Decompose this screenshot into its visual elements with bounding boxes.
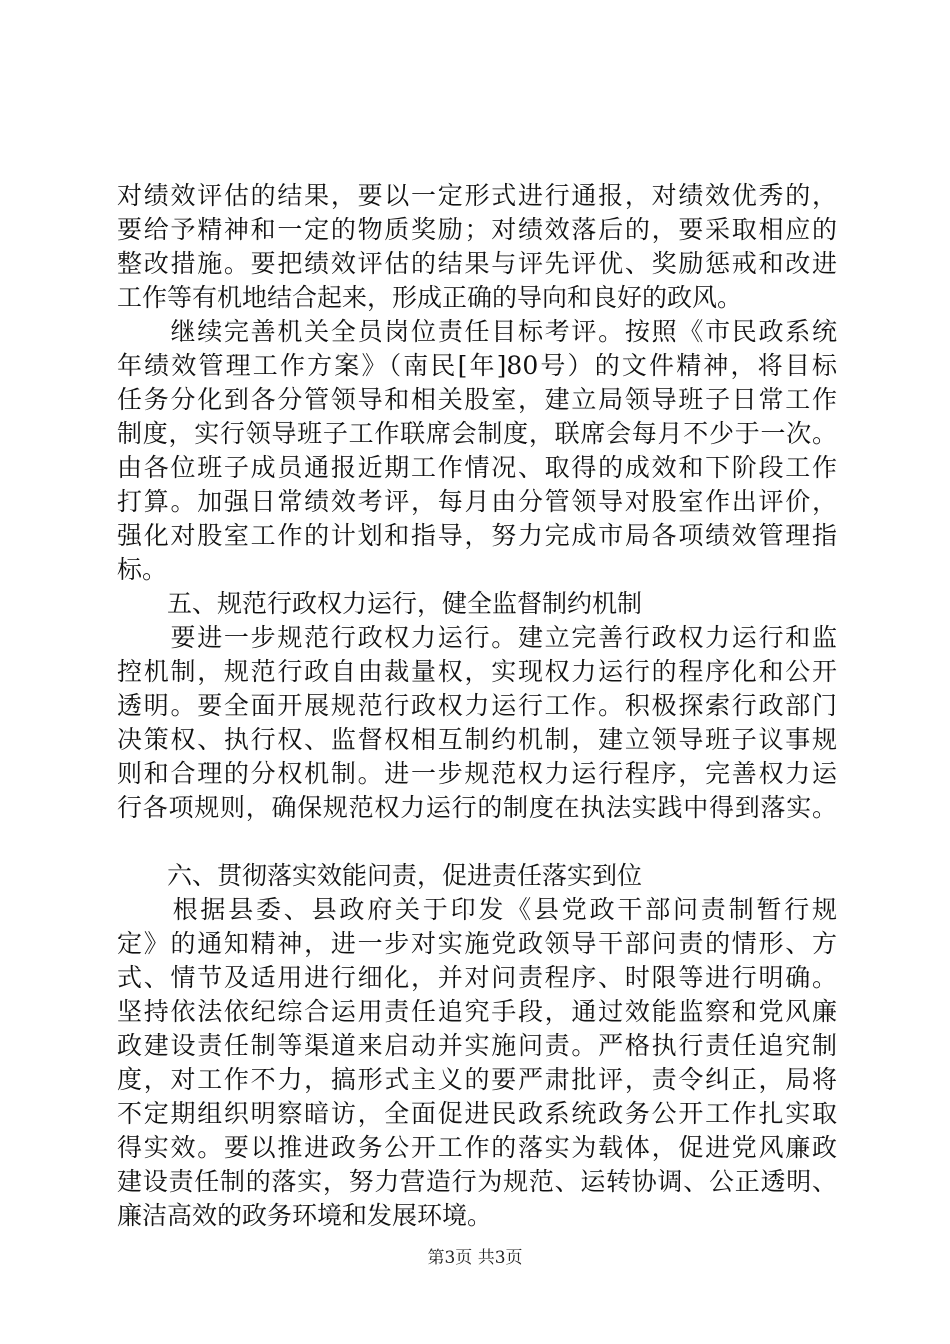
text-line: 对绩效评估的结果，要以一定形式进行通报，对绩效优秀的，	[117, 181, 837, 210]
text-line: 不定期组织明察暗访，全面促进民政系统政务公开工作扎实取	[117, 1099, 837, 1128]
text-line: 建设责任制的落实，努力营造行为规范、运转协调、公正透明、	[117, 1167, 837, 1196]
text-line: 则和合理的分权机制。进一步规范权力运行程序，完善权力运	[117, 759, 837, 788]
text-line: 工作等有机地结合起来，形成正确的导向和良好的政风。	[117, 283, 743, 312]
text-line: 年绩效管理工作方案》（南民[年]80号）的文件精神，将目标	[117, 351, 837, 380]
text-line: 要给予精神和一定的物质奖励；对绩效落后的，要采取相应的	[117, 215, 837, 244]
text-line: 定》的通知精神，进一步对实施党政领导干部问责的情形、方	[117, 929, 837, 958]
page-footer: 第3页 共3页	[427, 1248, 523, 1268]
text-line: 整改措施。要把绩效评估的结果与评先评优、奖励惩戒和改进	[117, 249, 837, 278]
section-heading: 六、贯彻落实效能问责，促进责任落实到位	[117, 861, 643, 890]
text-line: 政建设责任制等渠道来启动并实施问责。严格执行责任追究制	[117, 1031, 837, 1060]
text-line: 得实效。要以推进政务公开工作的落实为载体，促进党风廉政	[117, 1133, 837, 1162]
section-heading: 五、规范行政权力运行，健全监督制约机制	[117, 589, 643, 618]
text-line: 根据县委、县政府关于印发《县党政干部问责制暂行规	[117, 895, 837, 924]
text-line: 任务分化到各分管领导和相关股室，建立局领导班子日常工作	[117, 385, 837, 414]
text-line: 透明。要全面开展规范行政权力运行工作。积极探索行政部门	[117, 691, 837, 720]
text-line: 打算。加强日常绩效考评，每月由分管领导对股室作出评价，	[117, 487, 837, 516]
text-line: 控机制，规范行政自由裁量权，实现权力运行的程序化和公开	[117, 657, 837, 686]
text-line: 强化对股室工作的计划和指导，努力完成市局各项绩效管理指	[117, 521, 837, 550]
text-line: 要进一步规范行政权力运行。建立完善行政权力运行和监	[117, 623, 837, 652]
text-line: 式、情节及适用进行细化，并对问责程序、时限等进行明确。	[117, 963, 837, 992]
text-line: 行各项规则，确保规范权力运行的制度在执法实践中得到落实。	[117, 793, 837, 822]
text-line: 制度，实行领导班子工作联席会制度，联席会每月不少于一次。	[117, 419, 837, 448]
text-line: 廉洁高效的政务环境和发展环境。	[117, 1201, 493, 1230]
text-line: 标。	[117, 555, 168, 584]
text-line: 坚持依法依纪综合运用责任追究手段，通过效能监察和党风廉	[117, 997, 837, 1026]
text-line: 度，对工作不力，搞形式主义的要严肃批评，责令纠正，局将	[117, 1065, 837, 1094]
text-line: 由各位班子成员通报近期工作情况、取得的成效和下阶段工作	[117, 453, 837, 482]
text-line: 继续完善机关全员岗位责任目标考评。按照《市民政系统	[117, 317, 837, 346]
text-line: 决策权、执行权、监督权相互制约机制，建立领导班子议事规	[117, 725, 837, 754]
